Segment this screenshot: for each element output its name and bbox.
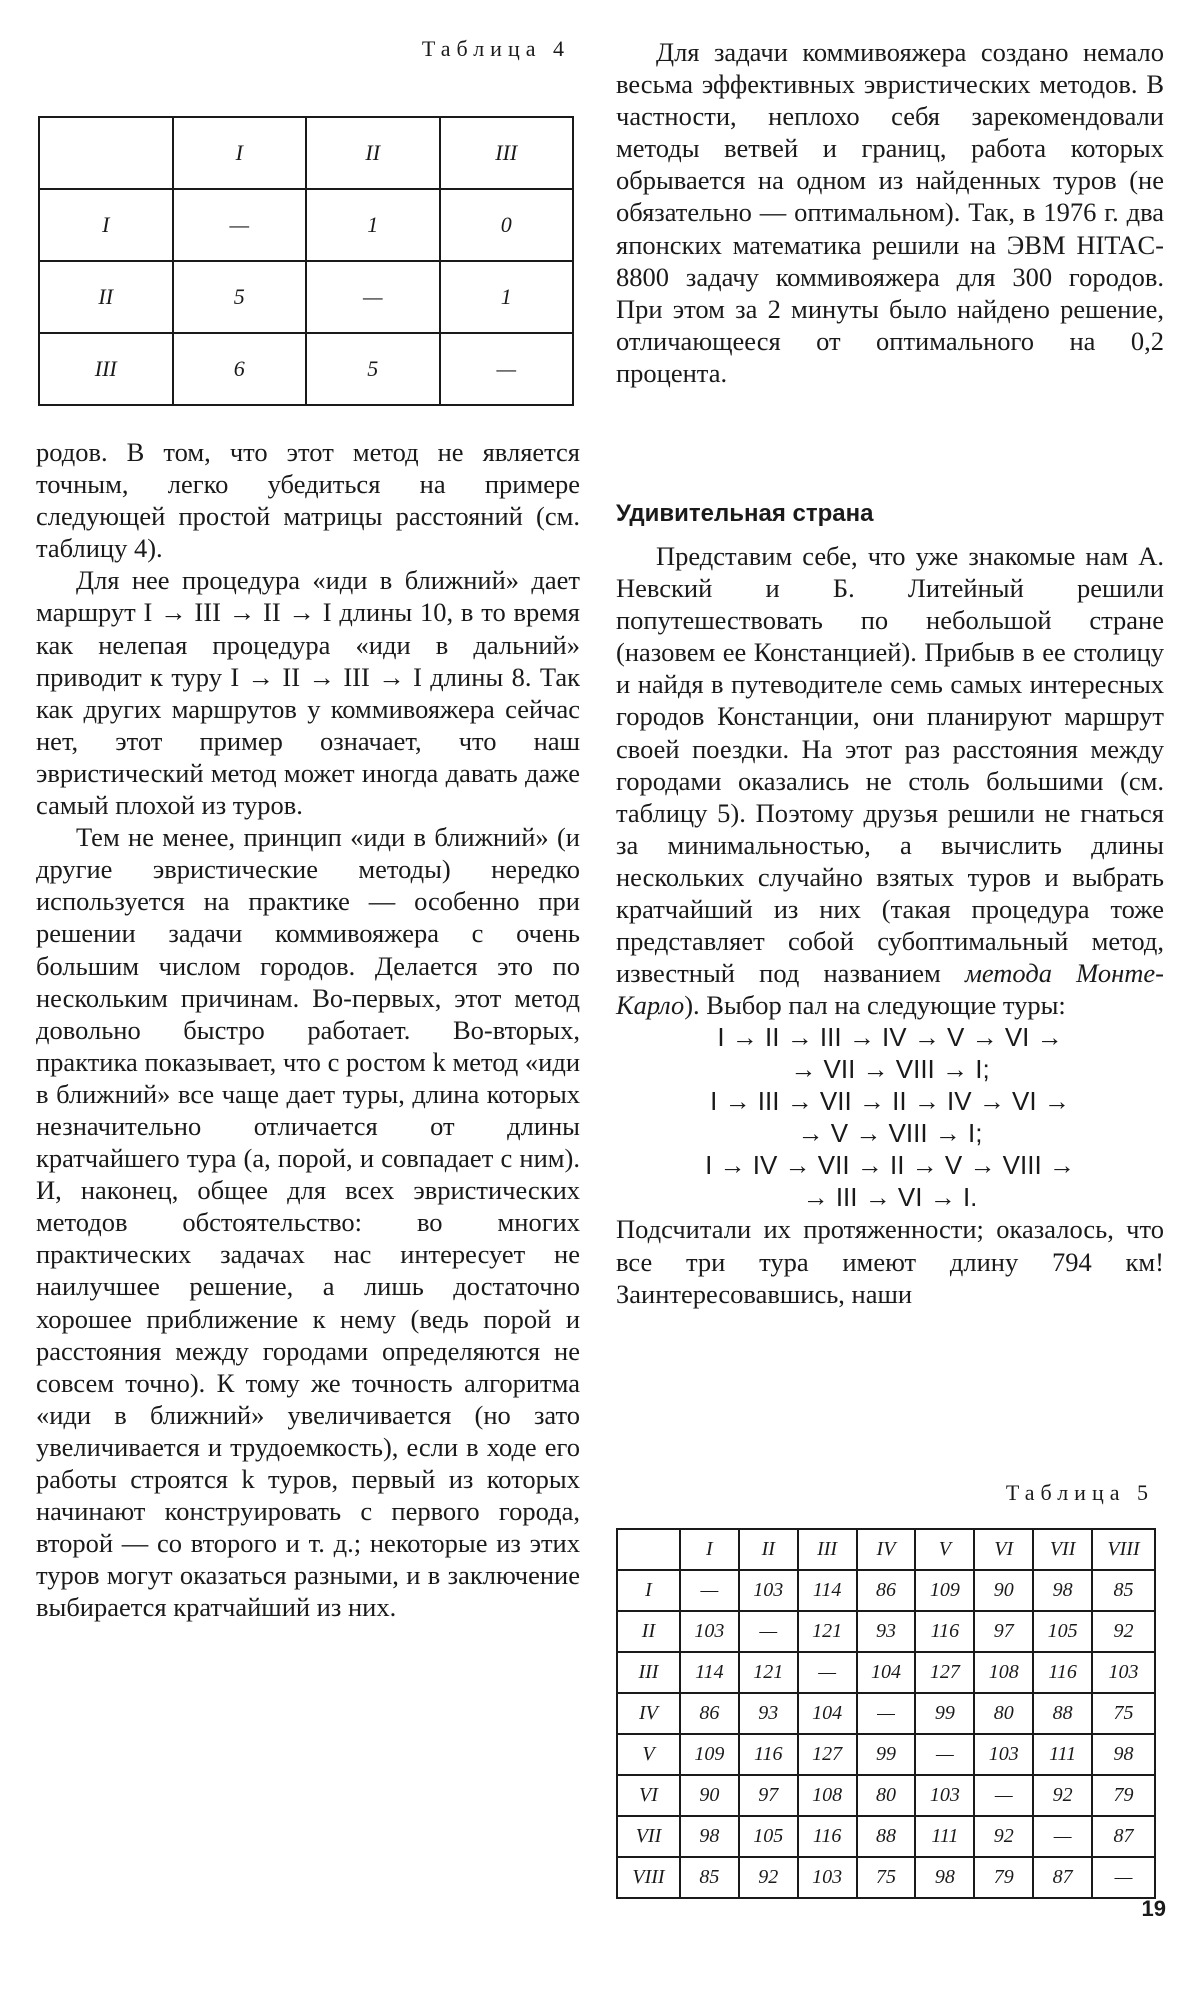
row-label-cell: III <box>617 1652 680 1693</box>
table-cell: 86 <box>857 1570 916 1611</box>
right-paragraph-2 <box>616 540 1164 1021</box>
table-cell: — <box>739 1611 798 1652</box>
table-cell: 93 <box>857 1611 916 1652</box>
table-cell: 75 <box>1092 1693 1155 1734</box>
route-line: I → IV → VII → II → V → VIII → <box>705 1150 1075 1181</box>
table-cell: 121 <box>739 1652 798 1693</box>
table-cell: 103 <box>915 1775 974 1816</box>
table4 <box>38 116 574 406</box>
table4-caption: Таблица 4 <box>421 36 570 61</box>
table-cell: — <box>680 1570 739 1611</box>
table-cell: 121 <box>798 1611 857 1652</box>
table-cell: 80 <box>974 1693 1033 1734</box>
table-cell: 127 <box>798 1734 857 1775</box>
table-cell: 103 <box>1092 1652 1155 1693</box>
table-cell: 105 <box>1033 1611 1092 1652</box>
table-row <box>617 1775 1155 1816</box>
table-cell: 104 <box>857 1652 916 1693</box>
table-cell: — <box>915 1734 974 1775</box>
table-row <box>617 1652 1155 1693</box>
table-cell: 85 <box>680 1857 739 1898</box>
table-cell: 80 <box>857 1775 916 1816</box>
table-cell: 1 <box>440 261 574 333</box>
table-cell: — <box>798 1652 857 1693</box>
row-label-cell: V <box>617 1734 680 1775</box>
header-cell: II <box>739 1529 798 1570</box>
table-cell: 114 <box>798 1570 857 1611</box>
route-line: → III → VI → I. <box>802 1182 978 1213</box>
table-header-row <box>39 117 573 189</box>
row-label-cell: VI <box>617 1775 680 1816</box>
table-cell: 85 <box>1092 1570 1155 1611</box>
table-cell: 86 <box>680 1693 739 1734</box>
table-cell: 111 <box>915 1816 974 1857</box>
row-label-cell: III <box>39 333 173 405</box>
table-row <box>39 333 573 405</box>
header-cell: VIII <box>1092 1529 1155 1570</box>
route-line: → VII → VIII → I; <box>790 1054 990 1085</box>
table-cell: 0 <box>440 189 574 261</box>
left-paragraph-1: родов. В том, что этот метод не является точным, легко убедиться на примере следующей простой матрицы расстояний (см. таблицу 4). <box>36 437 580 564</box>
table-cell: 88 <box>1033 1693 1092 1734</box>
table-cell: 75 <box>857 1857 916 1898</box>
header-cell: I <box>680 1529 739 1570</box>
table-cell: 88 <box>857 1816 916 1857</box>
table-cell: 99 <box>915 1693 974 1734</box>
table-row <box>617 1816 1155 1857</box>
table-cell: 5 <box>306 333 440 405</box>
table-cell: 108 <box>974 1652 1033 1693</box>
table-cell: 92 <box>974 1816 1033 1857</box>
route-line: → V → VIII → I; <box>797 1118 983 1149</box>
header-cell <box>617 1529 680 1570</box>
header-cell: IV <box>857 1529 916 1570</box>
header-cell: VI <box>974 1529 1033 1570</box>
table-cell: 98 <box>1092 1734 1155 1775</box>
table-cell: 79 <box>974 1857 1033 1898</box>
row-label-cell: II <box>617 1611 680 1652</box>
right-paragraph-3: Подсчитали их протяженности; оказалось, что все три тура имеют длину 794 км! Заинтересовавшись, наши <box>616 1214 1164 1309</box>
table-cell: 116 <box>1033 1652 1092 1693</box>
table-cell: — <box>1033 1816 1092 1857</box>
table-cell: 116 <box>739 1734 798 1775</box>
table-cell: 116 <box>798 1816 857 1857</box>
header-cell: III <box>440 117 574 189</box>
row-label-cell: I <box>39 189 173 261</box>
table5 <box>616 1528 1156 1899</box>
table-row <box>39 261 573 333</box>
monte-carlo-term: метода Монте-Карло <box>616 958 1164 1021</box>
table-row <box>39 189 573 261</box>
table-cell: 93 <box>739 1693 798 1734</box>
row-label-cell: VII <box>617 1816 680 1857</box>
header-cell: VII <box>1033 1529 1092 1570</box>
table-cell: 92 <box>1092 1611 1155 1652</box>
table-cell: 79 <box>1092 1775 1155 1816</box>
table-cell: 109 <box>680 1734 739 1775</box>
table-cell: 108 <box>798 1775 857 1816</box>
table-cell: 103 <box>680 1611 739 1652</box>
right-text-top <box>616 36 1164 389</box>
left-paragraph-3: Тем не менее, принцип «иди в ближний» (и другие эвристические методы) нередко используется на практике — особенно при решении задачи коммивояжера с очень большим числом городов. Делается это по нескольким причинам. Во-первых, этот метод довольно быстро работает. Во-вторых, практика показывает, что с ростом k метод «иди в ближний» все чаще дает туры, длина которых незначительно отличается от длины кратчайшего тура (а, порой, и совпадает с ним). И, наконец, общее для всех эвристических методов обстоятельство: во многих практических задачах нас интересует не наилучшее решение, а лишь достаточно хорошее приближение к нему (ведь порой и расстояния между городами определяются не совсем точно). К тому же точность алгоритма «иди в ближний» увеличивается (но зато увеличивается и трудоемкость), если в ходе его работы строятся k туров, первый из которых начинают конструировать с первого города, второй — со второго и т. д.; некоторые из этих туров могут оказаться разными, и в заключение выбирается кратчайший из них. <box>36 822 580 1623</box>
right-paragraph-1: Для задачи коммивояжера создано немало весьма эффективных эвристических методов. В частности, неплохо себя зарекомендовали методы ветвей и границ, работа которых обрывается на одном из найденных туров (не обязательно — оптимальном). Так, в 1976 г. два японских математика решили на ЭВМ HITAC-8800 задачу коммивояжера для 300 городов. При этом за 2 минуты было найдено решение, отличающееся от оптимального на 0,2 процента. <box>616 37 1164 388</box>
table-cell: 87 <box>1033 1857 1092 1898</box>
table-cell: 103 <box>798 1857 857 1898</box>
page-number: 19 <box>1141 1896 1166 1921</box>
route-line: I → III → VII → II → IV → VI → <box>710 1086 1070 1117</box>
table-cell: 90 <box>680 1775 739 1816</box>
table-cell: — <box>857 1693 916 1734</box>
table-cell: — <box>173 189 307 261</box>
left-text <box>36 436 580 1623</box>
table-cell: 92 <box>739 1857 798 1898</box>
table-row <box>617 1734 1155 1775</box>
table-cell: 111 <box>1033 1734 1092 1775</box>
table-cell: 1 <box>306 189 440 261</box>
row-label-cell: II <box>39 261 173 333</box>
table-cell: 114 <box>680 1652 739 1693</box>
table-cell: 109 <box>915 1570 974 1611</box>
section-heading: Удивительная страна <box>616 500 874 527</box>
table5-caption: Таблица 5 <box>1005 1480 1154 1505</box>
row-label-cell: VIII <box>617 1857 680 1898</box>
table-cell: 92 <box>1033 1775 1092 1816</box>
table-cell: 97 <box>739 1775 798 1816</box>
table-cell: 99 <box>857 1734 916 1775</box>
table-cell: 98 <box>1033 1570 1092 1611</box>
table-cell: 5 <box>173 261 307 333</box>
table-cell: — <box>1092 1857 1155 1898</box>
table-cell: 127 <box>915 1652 974 1693</box>
table-cell: 103 <box>739 1570 798 1611</box>
table-cell: 97 <box>974 1611 1033 1652</box>
table-row <box>617 1611 1155 1652</box>
paragraph-2-part-b: ). Выбор пал на следующие туры: <box>684 990 1066 1021</box>
right-text-bottom <box>616 540 1164 1310</box>
table-cell: — <box>440 333 574 405</box>
table-cell: 104 <box>798 1693 857 1734</box>
table-cell: 116 <box>915 1611 974 1652</box>
header-cell: II <box>306 117 440 189</box>
header-cell <box>39 117 173 189</box>
table-cell: 87 <box>1092 1816 1155 1857</box>
paragraph-2-part-a: Представим себе, что уже знакомые нам А. Невский и Б. Литейный решили попутешествовать по небольшой стране (назовем ее Констанцией). Прибыв в ее столицу и найдя в путеводителе семь самых интересных городов Констанции, они планируют маршрут своей поездки. На этот раз расстояния между городами оказались не столь большими (см. таблицу 5). Поэтому друзья решили не гнаться за минимальностью, а вычислить длины нескольких случайно взятых туров и выбрать кратчайший из них (такая процедура тоже представляет собой субоптимальный метод, известный под названием <box>616 541 1164 989</box>
table-row <box>617 1570 1155 1611</box>
row-label-cell: IV <box>617 1693 680 1734</box>
routes-block <box>616 1021 1164 1213</box>
route-line: I → II → III → IV → V → VI → <box>717 1022 1063 1053</box>
table-cell: 98 <box>915 1857 974 1898</box>
table-cell: 105 <box>739 1816 798 1857</box>
table-cell: 90 <box>974 1570 1033 1611</box>
header-cell: I <box>173 117 307 189</box>
left-paragraph-2: Для нее процедура «иди в ближний» дает маршрут I → III → II → I длины 10, в то время как нелепая процедура «иди в дальний» приводит к туру I → II → III → I длины 8. Так как других маршрутов у коммивояжера сейчас нет, этот пример означает, что наш эвристический метод может иногда давать даже самый плохой из туров. <box>36 565 580 821</box>
table-row <box>617 1857 1155 1898</box>
table-cell: 103 <box>974 1734 1033 1775</box>
table-cell: 98 <box>680 1816 739 1857</box>
table-cell: 6 <box>173 333 307 405</box>
table-header-row <box>617 1529 1155 1570</box>
row-label-cell: I <box>617 1570 680 1611</box>
table-cell: — <box>974 1775 1033 1816</box>
header-cell: V <box>915 1529 974 1570</box>
table-cell: — <box>306 261 440 333</box>
table-row <box>617 1693 1155 1734</box>
header-cell: III <box>798 1529 857 1570</box>
